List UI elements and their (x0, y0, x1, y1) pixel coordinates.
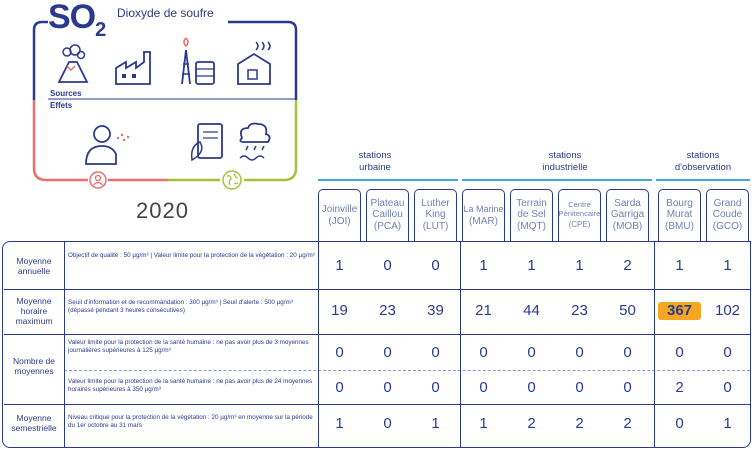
value-cell: 0 (431, 344, 440, 361)
row-desc-nombre-horaire: Valeur limite pour la protection de la santé humaine : ne pas avoir plus de 24 moyennes horaires supérieures à 350 µg/m³ (68, 378, 313, 393)
row-separator (4, 334, 750, 335)
group-observation: stations d'observation (674, 150, 732, 173)
year-label: 2020 (136, 198, 189, 223)
volcano-icon (55, 44, 91, 84)
row-label-nombre: Nombre de moyennes (12, 356, 56, 376)
station-pca: Plateau Caillou (PCA) (366, 189, 409, 241)
value-cell: 0 (383, 415, 392, 432)
vegetation-icon (188, 120, 228, 164)
row-desc-nombre-journalier: Valeur limite pour la protection de la santé humaine : ne pas avoir plus de 3 moyennes journalières supérieures à 125 µg/m³ (68, 339, 309, 354)
effets-label: Effets (50, 101, 73, 110)
value-cell: 1 (575, 257, 584, 274)
value-cell: 367 (658, 302, 701, 320)
row-label-horaire: Moyenne horaire maximum (15, 296, 53, 326)
value-cell: 0 (431, 257, 440, 274)
frame-outline (0, 0, 310, 200)
earth-icon (222, 170, 242, 190)
value-cell: 0 (675, 344, 684, 361)
group-observation-line (656, 179, 750, 181)
person-coughing-icon (82, 124, 134, 166)
value-cell: 0 (527, 344, 536, 361)
station-mar: La Marine (MAR) (462, 189, 505, 241)
value-cell: 50 (619, 302, 636, 319)
formula: $SO_2$ (48, 0, 106, 41)
value-cell: 19 (331, 302, 348, 319)
value-cell: 102 (714, 302, 741, 319)
value-cell: 0 (479, 344, 488, 361)
value-cell: 0 (575, 344, 584, 361)
value-cell: 1 (723, 415, 732, 432)
row-label-semestrielle: Moyenne semestrielle (11, 413, 57, 433)
row-label-annuelle: Moyenne annuelle (16, 256, 52, 276)
acid-rain-icon (234, 120, 274, 164)
value-cell: 0 (383, 257, 392, 274)
value-cell: 2 (623, 257, 632, 274)
value-cell: 2 (675, 379, 684, 396)
row-separator (4, 289, 750, 290)
value-cell: 0 (383, 379, 392, 396)
refinery-icon (172, 34, 222, 86)
value-cell: 23 (379, 302, 396, 319)
house-heating-icon (234, 38, 276, 86)
pollutant-name: Dioxyde de soufre (117, 6, 214, 20)
so2-illustration (0, 0, 310, 223)
value-cell: 21 (475, 302, 492, 319)
value-cell: 2 (527, 415, 536, 432)
value-cell: 0 (623, 344, 632, 361)
col-separator (654, 242, 655, 447)
station-joi: Joinville (JOI) (318, 189, 361, 241)
value-cell: 0 (623, 379, 632, 396)
value-cell: 1 (479, 257, 488, 274)
group-urbaine-line (318, 179, 458, 181)
value-cell: 1 (675, 257, 684, 274)
station-gco: Grand Coude (GCO) (706, 189, 749, 241)
row-desc-horaire: Seuil d'information et de recommandation : 300 µg/m³ | Seuil d'alerte : 500 µg/m³ (dépassé pendant 3 heures consécutives) (68, 299, 293, 314)
factory-icon (112, 46, 156, 86)
value-cell: 44 (523, 302, 540, 319)
station-cpe: Centre Pénitencaire (CPE) (558, 189, 601, 241)
col-separator (460, 242, 461, 447)
value-cell: 39 (427, 302, 444, 319)
station-mqt: Terrain de Sel (MQT) (510, 189, 553, 241)
value-cell: 0 (431, 379, 440, 396)
value-cell: 0 (575, 379, 584, 396)
value-cell: 0 (723, 379, 732, 396)
value-cell: 1 (527, 257, 536, 274)
row-separator-dashed (64, 370, 750, 371)
group-industrielle: stations industrielle (542, 150, 588, 173)
value-cell: 1 (335, 415, 344, 432)
station-bmu: Bourg Murat (BMU) (658, 189, 701, 241)
value-cell: 0 (527, 379, 536, 396)
row-desc-semestrielle: Niveau critique pour la protection de la végétation : 20 µg/m³ en moyenne sur la période du 1er octobre au 31 mars (68, 414, 313, 429)
value-cell: 1 (431, 415, 440, 432)
group-industrielle-line (462, 179, 652, 181)
value-cell: 0 (383, 344, 392, 361)
value-cell: 0 (723, 344, 732, 361)
col-separator (64, 242, 65, 447)
value-cell: 2 (623, 415, 632, 432)
row-separator (4, 404, 750, 405)
person-icon (89, 171, 107, 189)
station-mob: Sarda Garriga (MOB) (606, 189, 649, 241)
row-desc-annuelle: Objectif de qualité : 50 µg/m³ | Valeur limite pour la protection de la végétation : 20 µg/m³ (68, 252, 315, 259)
value-cell: 1 (479, 415, 488, 432)
station-lut: Luther King (LUT) (414, 189, 457, 241)
value-cell: 23 (571, 302, 588, 319)
group-urbaine: stations urbaine (358, 150, 392, 173)
sources-label: Sources (50, 89, 82, 98)
value-cell: 0 (335, 344, 344, 361)
value-cell: 0 (479, 379, 488, 396)
value-cell: 0 (335, 379, 344, 396)
value-cell: 1 (335, 257, 344, 274)
value-cell: 0 (675, 415, 684, 432)
value-cell: 1 (723, 257, 732, 274)
value-cell: 2 (575, 415, 584, 432)
